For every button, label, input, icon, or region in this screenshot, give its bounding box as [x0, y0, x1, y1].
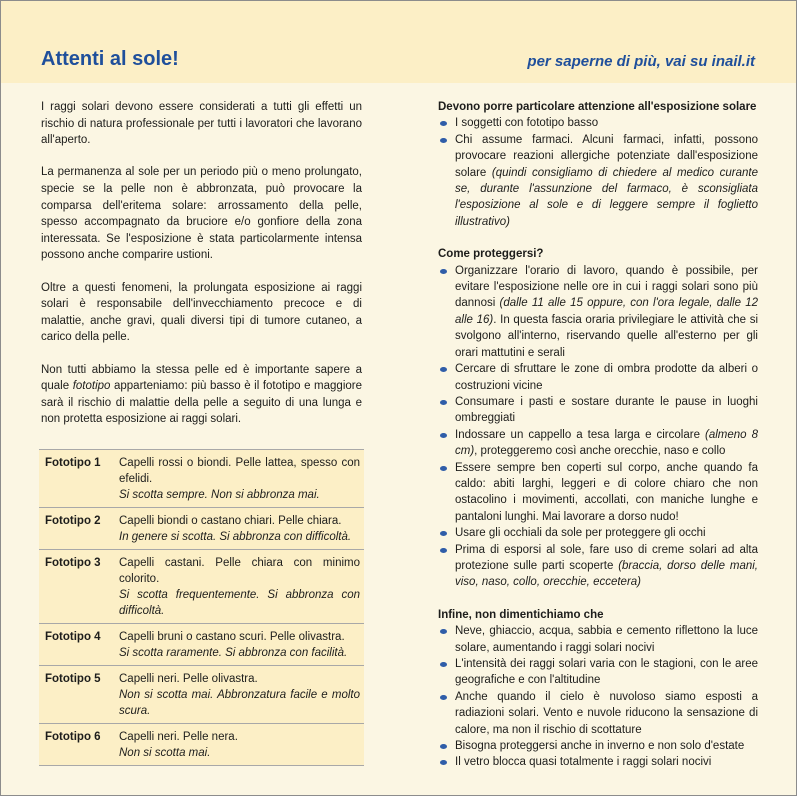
- list-item: [438, 361, 758, 394]
- list-item-text: Organizzare l'orario di lavoro, quando è possibile, per evitare l'esposizione nelle ore in cui i raggi solari sono più dannosi: [455, 264, 758, 310]
- fototipo-row: [39, 508, 364, 550]
- finally-section: [438, 607, 758, 771]
- list-item-text: Prima di esporsi al sole, fare uso di creme solari ad alta protezione sulle parti scoperte: [455, 543, 758, 572]
- fototipo-row: [39, 666, 364, 724]
- list-item: [438, 689, 758, 738]
- bullet-icon: [440, 400, 447, 405]
- list-item-text: L'intensità dei raggi solari varia con le stagioni, con le aree geografiche e con l'altitudine: [455, 658, 758, 687]
- intro-p4-before: Non tutti abbiamo la stessa pelle ed è importante sapere a quale: [41, 363, 362, 393]
- list-item-text: Neve, ghiaccio, acqua, sabbia e cemento riflettono la luce solare, aumentando i raggi solari nocivi: [455, 625, 758, 654]
- attention-list: [438, 115, 758, 230]
- finally-title: Infine, non dimentichiamo che: [438, 608, 604, 621]
- list-item-italic: (dalle 11 alle 15 oppure, con l'ora legale, dalle 12 alle 16): [455, 297, 759, 326]
- intro-paragraph-4: [41, 362, 362, 428]
- fototipo-row: [39, 624, 364, 666]
- fototipo-row: [39, 450, 364, 508]
- list-item: [438, 263, 758, 361]
- list-item: [438, 656, 758, 689]
- protect-section: [438, 246, 758, 591]
- list-item: [438, 738, 758, 754]
- list-item: [438, 460, 758, 526]
- bullet-icon: [440, 121, 447, 126]
- list-item: [438, 132, 758, 230]
- fototipo-note: Non si scotta mai.: [119, 747, 211, 759]
- fototipo-desc: Capelli neri. Pelle olivastra.: [119, 673, 258, 685]
- intro-paragraph-3: Oltre a questi fenomeni, la prolungata esposizione ai raggi solari è responsabile dell'invecchiamento precoce e di malattie, anche gravi, quali diversi tipi di tumore cutaneo, a carico della pelle.: [41, 281, 362, 344]
- list-item: [438, 754, 758, 770]
- fototipo-desc: Capelli bruni o castano scuri. Pelle olivastra.: [119, 631, 345, 643]
- list-item-text: Anche quando il cielo è nuvoloso siamo esposti a radiazioni solari. Vento e nuvole riducono la sensazione di calore, ma non il rischio di scottature: [455, 690, 758, 736]
- fototipo-note: Si scotta raramente. Si abbronza con facilità.: [119, 647, 348, 659]
- bullet-icon: [440, 629, 447, 634]
- fototipo-note: Si scotta sempre. Non si abbronza mai.: [119, 489, 320, 501]
- list-item-text: Il vetro blocca quasi totalmente i raggi solari nocivi: [455, 756, 712, 769]
- fototipo-name: Fototipo 4: [45, 631, 101, 643]
- bullet-icon: [440, 138, 447, 143]
- bullet-icon: [440, 269, 447, 274]
- intro-paragraph-1: I raggi solari devono essere considerati a tutti gli effetti un rischio di natura professionale per tutti i lavoratori che lavorano all'aperto.: [41, 101, 362, 147]
- fototipi-table: [39, 449, 364, 766]
- fototipo-desc-cell: [119, 629, 360, 661]
- bullet-icon: [440, 433, 447, 438]
- fototipo-desc-cell: [119, 671, 360, 719]
- protect-title: Come proteggersi?: [438, 248, 544, 261]
- list-item-text: Usare gli occhiali da sole per proteggere gli occhi: [455, 527, 706, 540]
- intro-paragraph-2: La permanenza al sole per un periodo più o meno prolungato, specie se la pelle non è abbronzata, può provocare la comparsa dell'eritema solare: arrossamento della pelle, spesso accompagnato da bruciore e/o gonfiore della zona interessata. Se l'esposizione è stata particolarmente intensa possono anche comparire ustioni.: [41, 166, 362, 262]
- protect-list: [438, 263, 758, 591]
- list-item-text: Cercare di sfruttare le zone di ombra prodotte da alberi o costruzioni vicine: [455, 363, 758, 392]
- list-item: [438, 525, 758, 541]
- bullet-icon: [440, 466, 447, 471]
- fototipo-desc: Capelli castani. Pelle chiara con minimo colorito.: [119, 557, 360, 585]
- intro-column: [41, 99, 362, 443]
- fototipo-name: Fototipo 2: [45, 515, 101, 527]
- bullet-icon: [440, 531, 447, 536]
- page-title: Attenti al sole!: [41, 48, 179, 70]
- list-item-text: Consumare i pasti e sostare durante le pause in luoghi ombreggiati: [455, 395, 758, 425]
- fototipo-name: Fototipo 3: [45, 557, 101, 569]
- bullet-icon: [440, 744, 447, 749]
- fototipo-desc-cell: [119, 455, 360, 503]
- list-item: [438, 623, 758, 656]
- finally-list: [438, 623, 758, 771]
- fototipo-note: Si scotta frequentemente. Si abbronza con difficoltà.: [119, 589, 360, 617]
- list-item-text: I soggetti con fototipo basso: [455, 117, 599, 130]
- fototipo-row: [39, 724, 364, 766]
- fototipo-desc: Capelli biondi o castano chiari. Pelle chiara.: [119, 515, 342, 527]
- list-item-text: Bisogna proteggersi anche in inverno e non solo d'estate: [455, 740, 745, 753]
- bullet-icon: [440, 662, 447, 667]
- fototipo-desc: Capelli neri. Pelle nera.: [119, 731, 238, 743]
- attention-section: [438, 99, 758, 230]
- list-item-text: . In questa fascia oraria privilegiare le attività che si svolgono all'interno, riservando quelle all'esterno per gli orari mattutini e serali: [455, 313, 759, 359]
- tagline-link-text: per saperne di più, vai su inail.it: [527, 53, 755, 70]
- fototipo-desc: Capelli rossi o biondi. Pelle lattea, spesso con efelidi.: [119, 457, 360, 485]
- list-item: [438, 427, 758, 460]
- fototipo-note: Non si scotta mai. Abbronzatura facile e molto scura.: [119, 689, 360, 717]
- fototipo-note: In genere si scotta. Si abbronza con difficoltà.: [119, 531, 352, 543]
- list-item: [438, 542, 758, 591]
- fototipo-row: [39, 550, 364, 624]
- fototipo-name: Fototipo 6: [45, 731, 101, 743]
- bullet-icon: [440, 695, 447, 700]
- list-item-text: , proteggeremo così anche orecchie, naso e collo: [474, 445, 726, 458]
- fototipo-name: Fototipo 5: [45, 673, 101, 685]
- list-item-text: Indossare un cappello a tesa larga e circolare: [455, 428, 706, 441]
- bullet-icon: [440, 548, 447, 553]
- fototipo-desc-cell: [119, 555, 360, 619]
- list-item-text: Chi assume farmaci. Alcuni farmaci, infatti, possono provocare reazioni allergiche potenziate dall'esposizione solare: [455, 133, 758, 179]
- bullet-icon: [440, 760, 447, 765]
- intro-p4-italic: fototipo: [72, 380, 111, 393]
- list-item: [438, 115, 758, 131]
- list-item-italic: (quindi consigliamo di chiedere al medico curante se, durante l'assunzione del farmaco, è sconsigliata l'esposizione al sole e di leggere sempre il foglietto illustrativo): [455, 166, 758, 228]
- list-item-italic: (braccia, dorso delle mani, viso, naso, collo, orecchie, eccetera): [455, 559, 758, 589]
- list-item: [438, 394, 758, 427]
- bullet-icon: [440, 367, 447, 372]
- list-item-text: Essere sempre ben coperti sul corpo, anche quando fa caldo: abiti larghi, leggeri e di colore chiaro che non ostacolino i movimenti, accollati, con maniche lunghe e pantaloni lunghi. Mai lavorare a dorso nudo!: [455, 461, 758, 523]
- advice-column: [438, 99, 758, 787]
- fototipo-desc-cell: [119, 729, 360, 761]
- list-item-italic: (almeno 8 cm): [455, 428, 758, 458]
- fototipo-desc-cell: [119, 513, 360, 545]
- header-band: [1, 1, 796, 83]
- intro-p4-after: apparteniamo: più basso è il fototipo e maggiore sarà il rischio di malattie della pelle a seguito di una lunga e non protetta esposizione ai raggi solari.: [41, 380, 362, 426]
- attention-title: Devono porre particolare attenzione all'esposizione solare: [438, 101, 757, 113]
- fototipo-name: Fototipo 1: [45, 457, 101, 469]
